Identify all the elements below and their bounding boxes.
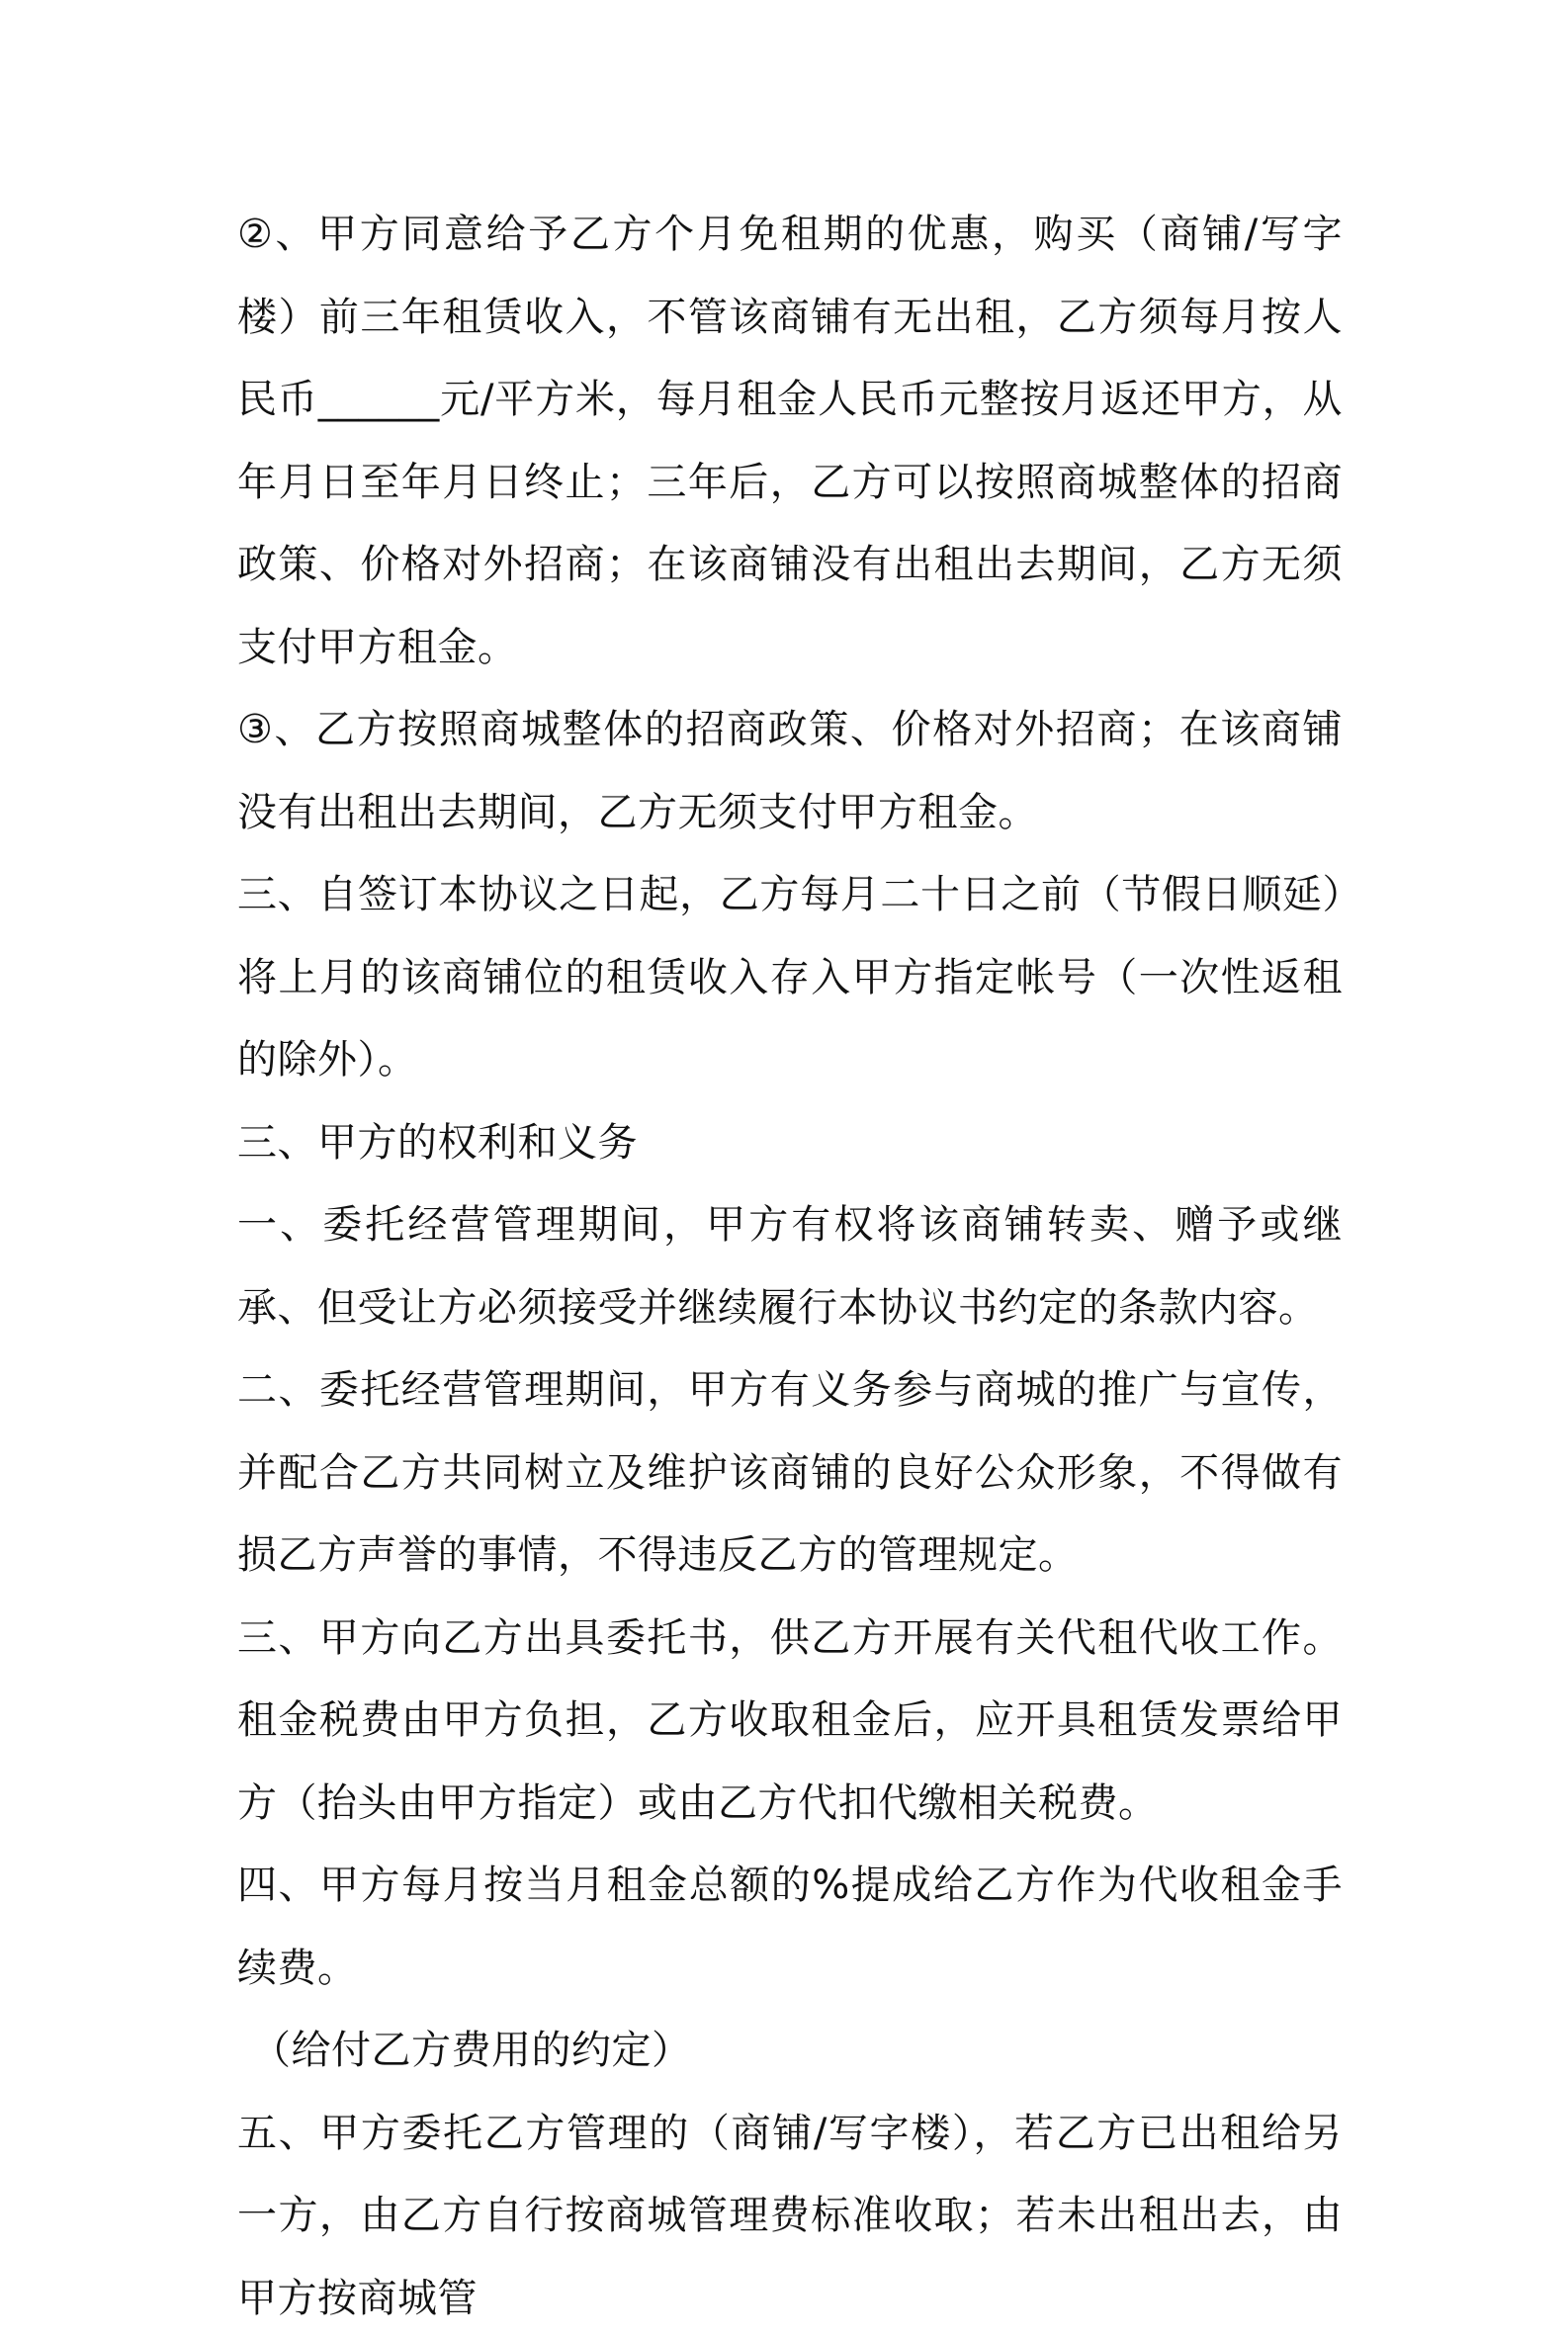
paragraph-commission: 四、甲方每月按当月租金总额的%提成给乙方作为代收租金手续费。 [237,1845,1343,2010]
document-page [237,194,1343,2340]
paragraph-rent-free-terms: ②、甲方同意给予乙方个月免租期的优惠，购买（商铺/写字楼）前三年租赁收入，不管该商铺有无出租，乙方须每月按人民币______元/平方米，每月租金人民币元整按月返还甲方，从年月日至年月日终止；三年后，乙方可以按照商城整体的招商政策、价格对外招商；在该商铺没有出租出去期间，乙方无须支付甲方租金。 [237,194,1343,689]
paragraph-power-of-attorney: 三、甲方向乙方出具委托书，供乙方开展有关代租代收工作。租金税费由甲方负担，乙方收取租金后，应开具租赁发票给甲方（抬头由甲方指定）或由乙方代扣代缴相关税费。 [237,1598,1343,1846]
paragraph-promotion-duty: 二、委托经营管理期间，甲方有义务参与商城的推广与宣传，并配合乙方共同树立及维护该商铺的良好公众形象，不得做有损乙方声誉的事情，不得违反乙方的管理规定。 [237,1349,1343,1598]
section-heading-party-a-rights: 三、甲方的权利和义务 [237,1102,1343,1185]
paragraph-management-fee: 五、甲方委托乙方管理的（商铺/写字楼），若乙方已出租给另一方，由乙方自行按商城管理费标准收取；若未出租出去，由甲方按商城管 [237,2093,1343,2340]
paragraph-fee-note: （给付乙方费用的约定） [237,2010,1343,2093]
paragraph-transfer-rights: 一、委托经营管理期间，甲方有权将该商铺转卖、赠予或继承、但受让方必须接受并继续履行本协议书约定的条款内容。 [237,1184,1343,1349]
paragraph-external-leasing: ③、乙方按照商城整体的招商政策、价格对外招商；在该商铺没有出租出去期间，乙方无须支付甲方租金。 [237,689,1343,854]
paragraph-monthly-deposit: 三、自签订本协议之日起，乙方每月二十日之前（节假日顺延）将上月的该商铺位的租赁收入存入甲方指定帐号（一次性返租的除外）。 [237,854,1343,1102]
